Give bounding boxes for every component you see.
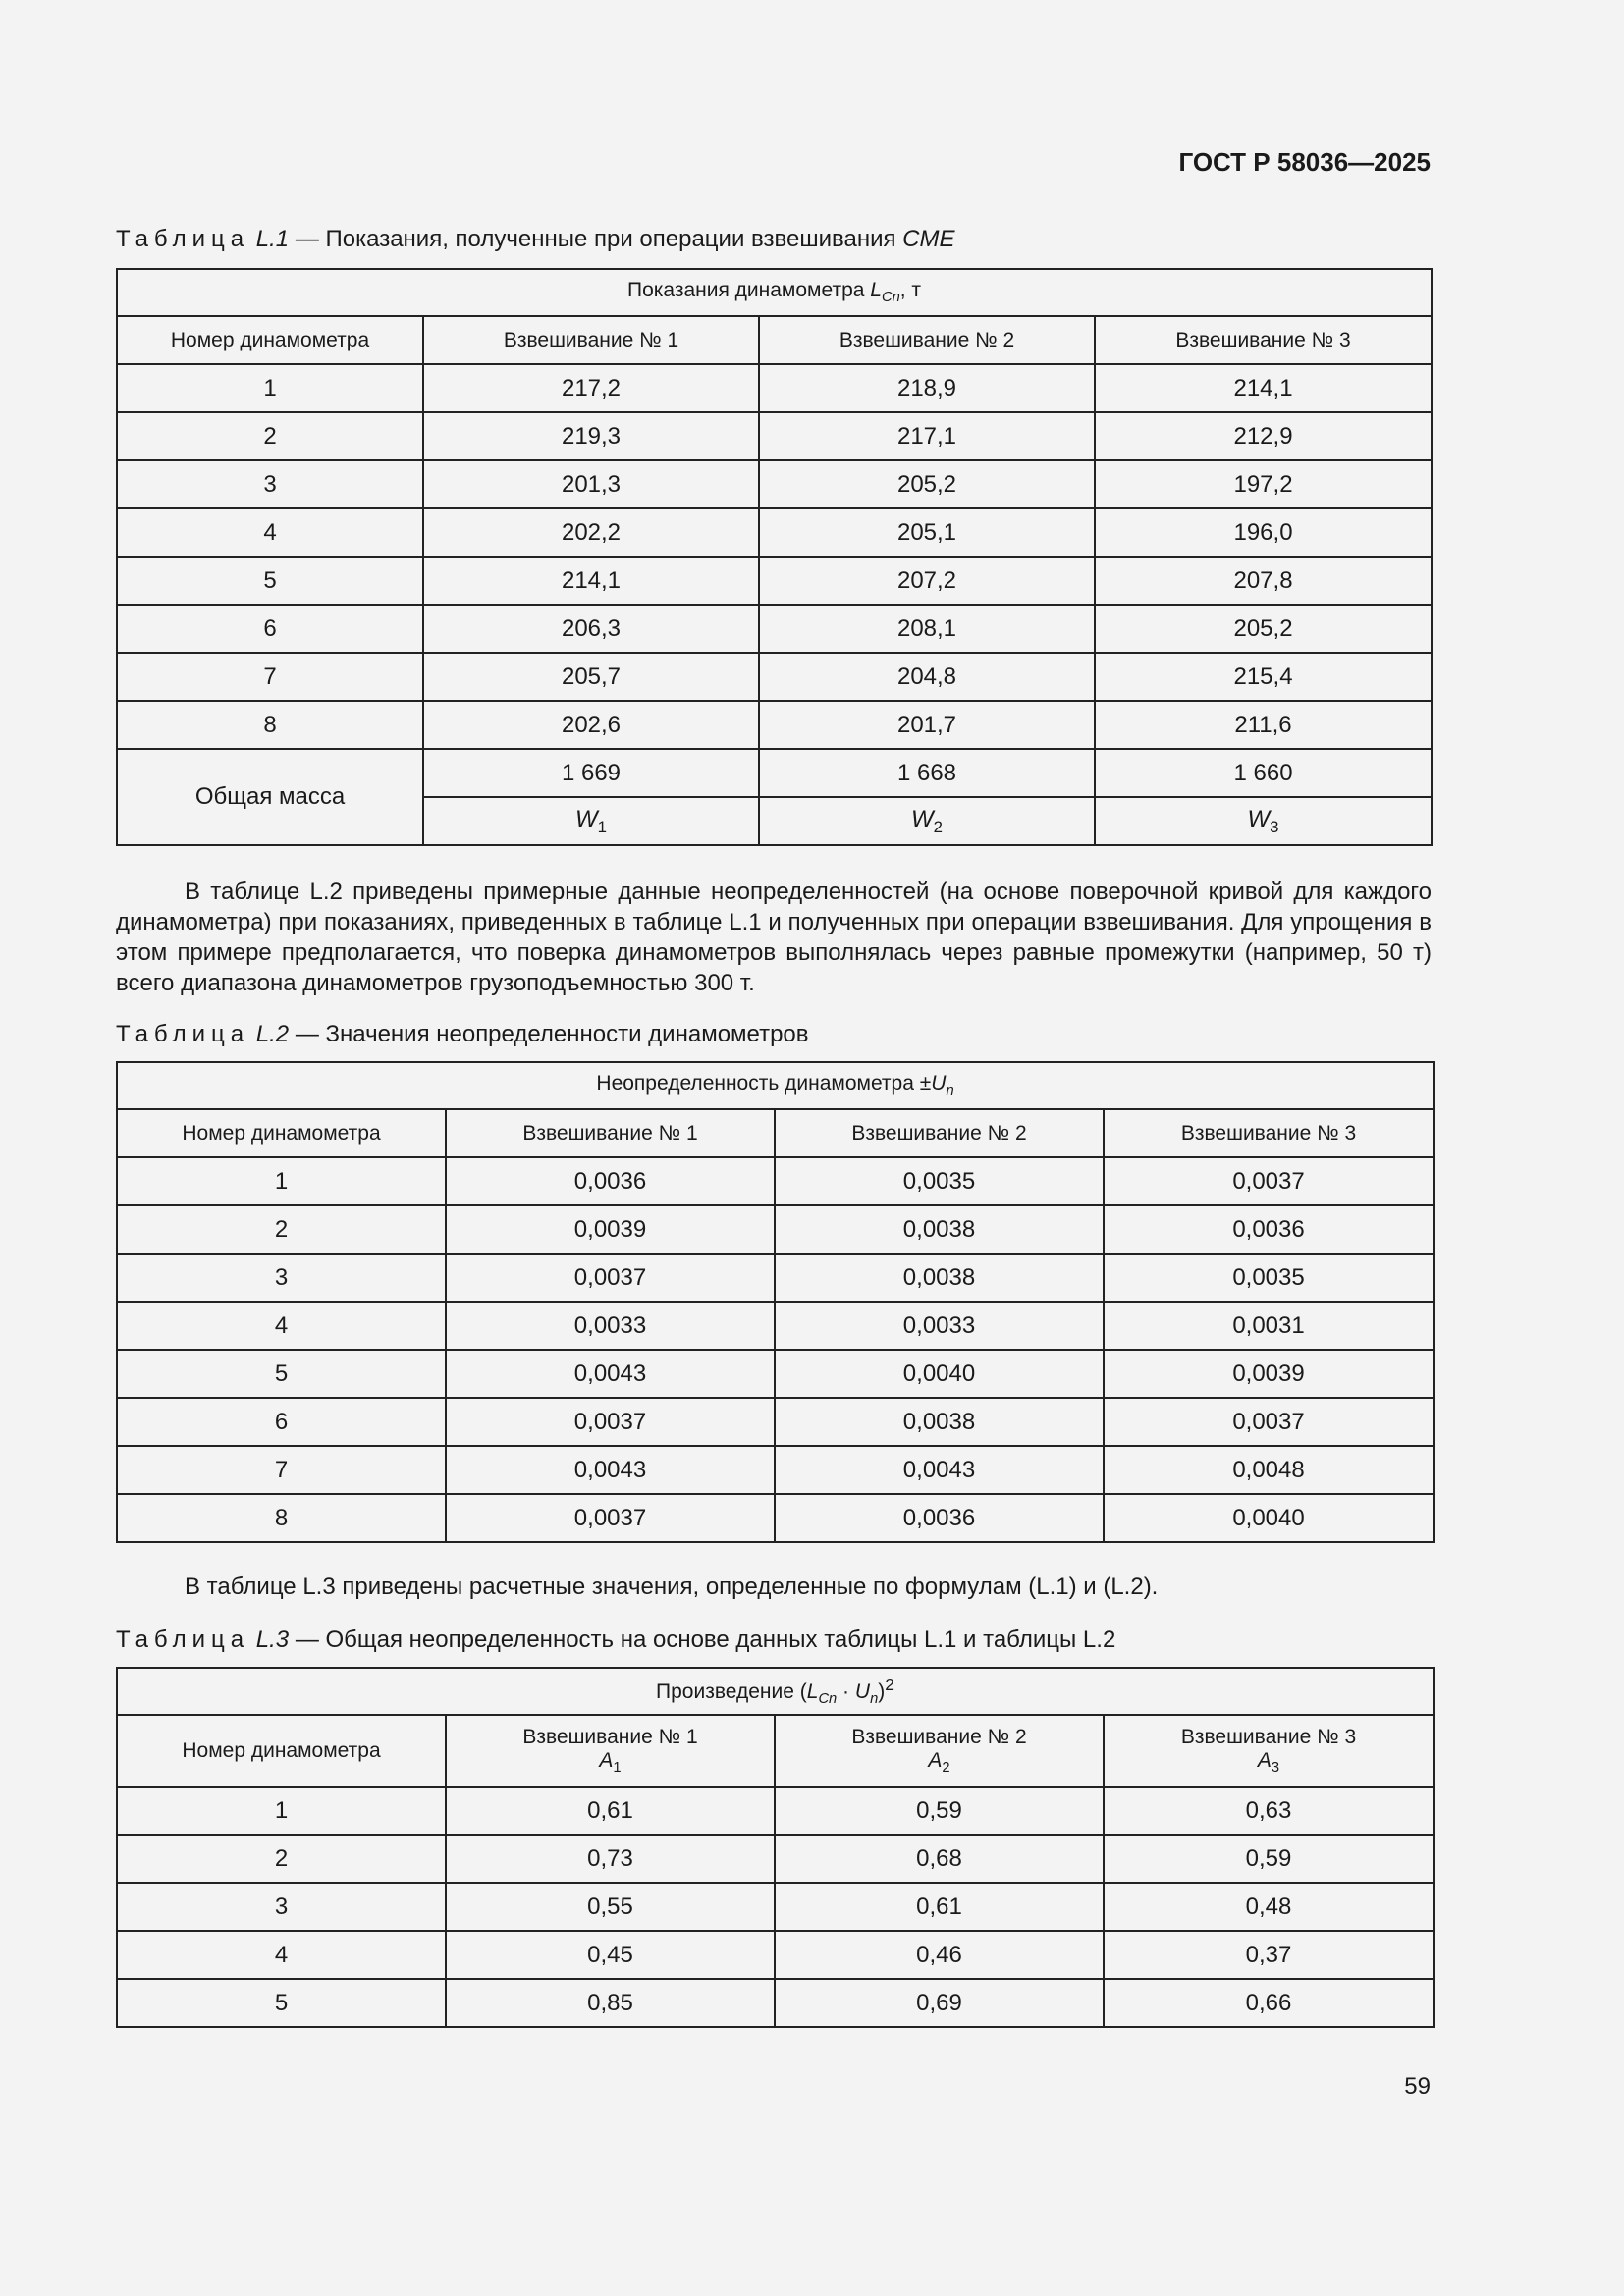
value-cell: 0,61 xyxy=(775,1883,1104,1931)
value-cell: 207,2 xyxy=(759,557,1095,605)
value-cell: 0,61 xyxy=(446,1787,775,1835)
dynamometer-number-cell: 2 xyxy=(117,1835,446,1883)
table1-col-header: Взвешивание № 3 xyxy=(1095,316,1432,364)
dynamometer-number-cell: 8 xyxy=(117,701,423,749)
table-row xyxy=(117,605,1432,653)
value-cell: 215,4 xyxy=(1095,653,1432,701)
table-row xyxy=(117,1302,1434,1350)
table3-col-header: Номер динамометра xyxy=(117,1715,446,1787)
value-cell: 205,2 xyxy=(1095,605,1432,653)
table2-col-header: Взвешивание № 2 xyxy=(775,1109,1104,1157)
value-cell: 0,0036 xyxy=(446,1157,775,1205)
table1-col-header: Взвешивание № 1 xyxy=(423,316,759,364)
value-cell: 204,8 xyxy=(759,653,1095,701)
value-cell: 0,68 xyxy=(775,1835,1104,1883)
value-cell: 0,0031 xyxy=(1104,1302,1434,1350)
value-cell: 0,0035 xyxy=(775,1157,1104,1205)
table-row xyxy=(117,1883,1434,1931)
value-cell: 219,3 xyxy=(423,412,759,460)
dynamometer-number-cell: 3 xyxy=(117,1883,446,1931)
table3-caption: Таблица L.3 — Общая неопределенность на основе данных таблицы L.1 и таблицы L.2 xyxy=(116,1627,1116,1653)
value-cell: 207,8 xyxy=(1095,557,1432,605)
value-cell: 0,0035 xyxy=(1104,1254,1434,1302)
table-row xyxy=(117,1494,1434,1542)
table-row xyxy=(117,508,1432,557)
value-cell: 202,6 xyxy=(423,701,759,749)
table1-caption: Таблица L.1 — Показания, полученные при операции взвешивания CME xyxy=(116,226,955,252)
value-cell: 0,0036 xyxy=(775,1494,1104,1542)
total-value: 1 669 xyxy=(423,749,759,797)
page-number: 59 xyxy=(1404,2073,1431,2100)
table1-group-header: Показания динамометра $L_{Cn}$, т xyxy=(117,269,1432,316)
dynamometer-number-cell: 6 xyxy=(117,605,423,653)
value-cell: 0,0038 xyxy=(775,1205,1104,1254)
table2-caption: Таблица L.2 — Значения неопределенности динамометров xyxy=(116,1021,809,1047)
table3-group-header: Произведение $(L_{Cn} \cdot U_n)^2$ xyxy=(117,1668,1434,1715)
table3-col-header: Взвешивание № 2 $A_2$ xyxy=(775,1715,1104,1787)
table-l1 xyxy=(116,268,1433,846)
paragraph-2: В таблице L.3 приведены расчетные значения, определенные по формулам (L.1) и (L.2). xyxy=(185,1574,1159,1600)
total-mass-label: Общая масса xyxy=(117,749,423,845)
paragraph-1: В таблице L.2 приведены примерные данные неопределенностей (на основе поверочной кривой для каждого динамометра) при показаниях, приведенных в таблице L.1 и полученных при операции взвешивания. Для упрощения в этом примере предполагается, что поверка динамометров выполнялась через равные промежутки (например, 50 т) всего диапазона динамометров грузоподъемностью 300 т. xyxy=(116,879,1432,996)
dynamometer-number-cell: 7 xyxy=(117,653,423,701)
dynamometer-number-cell: 5 xyxy=(117,557,423,605)
value-cell: 0,85 xyxy=(446,1979,775,2027)
value-cell: 0,0043 xyxy=(446,1446,775,1494)
value-cell: 214,1 xyxy=(423,557,759,605)
value-cell: 0,0043 xyxy=(775,1446,1104,1494)
value-cell: 0,59 xyxy=(775,1787,1104,1835)
table2-col-header: Взвешивание № 1 xyxy=(446,1109,775,1157)
dynamometer-number-cell: 4 xyxy=(117,1931,446,1979)
value-cell: 0,0043 xyxy=(446,1350,775,1398)
table-l2 xyxy=(116,1061,1435,1543)
dynamometer-number-cell: 6 xyxy=(117,1398,446,1446)
value-cell: 205,2 xyxy=(759,460,1095,508)
table1-col-header: Номер динамометра xyxy=(117,316,423,364)
total-value: 1 668 xyxy=(759,749,1095,797)
table1-col-header: Взвешивание № 2 xyxy=(759,316,1095,364)
table-row xyxy=(117,1446,1434,1494)
total-symbol: $W_1$ xyxy=(423,797,759,845)
table3-col-header: Взвешивание № 1 $A_1$ xyxy=(446,1715,775,1787)
document-code: ГОСТ Р 58036—2025 xyxy=(1178,147,1431,177)
table3-col-header: Взвешивание № 3 $A_3$ xyxy=(1104,1715,1434,1787)
value-cell: 0,63 xyxy=(1104,1787,1434,1835)
value-cell: 205,1 xyxy=(759,508,1095,557)
table-row xyxy=(117,1157,1434,1205)
value-cell: 0,0040 xyxy=(1104,1494,1434,1542)
table-row xyxy=(117,653,1432,701)
value-cell: 0,37 xyxy=(1104,1931,1434,1979)
value-cell: 0,59 xyxy=(1104,1835,1434,1883)
dynamometer-number-cell: 5 xyxy=(117,1979,446,2027)
value-cell: 0,0033 xyxy=(446,1302,775,1350)
table-row xyxy=(117,557,1432,605)
dynamometer-number-cell: 3 xyxy=(117,1254,446,1302)
value-cell: 0,0033 xyxy=(775,1302,1104,1350)
value-cell: 0,0039 xyxy=(1104,1350,1434,1398)
value-cell: 196,0 xyxy=(1095,508,1432,557)
value-cell: 212,9 xyxy=(1095,412,1432,460)
table-row xyxy=(117,1835,1434,1883)
value-cell: 217,1 xyxy=(759,412,1095,460)
dynamometer-number-cell: 4 xyxy=(117,508,423,557)
value-cell: 202,2 xyxy=(423,508,759,557)
total-value: 1 660 xyxy=(1095,749,1432,797)
table-row xyxy=(117,1931,1434,1979)
value-cell: 0,0037 xyxy=(1104,1398,1434,1446)
dynamometer-number-cell: 7 xyxy=(117,1446,446,1494)
value-cell: 211,6 xyxy=(1095,701,1432,749)
value-cell: 0,0040 xyxy=(775,1350,1104,1398)
value-cell: 214,1 xyxy=(1095,364,1432,412)
value-cell: 0,48 xyxy=(1104,1883,1434,1931)
table2-col-header: Номер динамометра xyxy=(117,1109,446,1157)
total-symbol: $W_2$ xyxy=(759,797,1095,845)
value-cell: 0,0037 xyxy=(1104,1157,1434,1205)
value-cell: 0,0048 xyxy=(1104,1446,1434,1494)
value-cell: 0,0036 xyxy=(1104,1205,1434,1254)
value-cell: 0,66 xyxy=(1104,1979,1434,2027)
dynamometer-number-cell: 8 xyxy=(117,1494,446,1542)
table-l3 xyxy=(116,1667,1435,2028)
dynamometer-number-cell: 2 xyxy=(117,1205,446,1254)
dynamometer-number-cell: 1 xyxy=(117,1157,446,1205)
value-cell: 206,3 xyxy=(423,605,759,653)
value-cell: 0,73 xyxy=(446,1835,775,1883)
dynamometer-number-cell: 4 xyxy=(117,1302,446,1350)
value-cell: 0,0038 xyxy=(775,1254,1104,1302)
table-row xyxy=(117,460,1432,508)
table-row xyxy=(117,1205,1434,1254)
dynamometer-number-cell: 1 xyxy=(117,1787,446,1835)
value-cell: 217,2 xyxy=(423,364,759,412)
value-cell: 0,69 xyxy=(775,1979,1104,2027)
dynamometer-number-cell: 2 xyxy=(117,412,423,460)
table-row xyxy=(117,1398,1434,1446)
dynamometer-number-cell: 1 xyxy=(117,364,423,412)
table2-group-header: Неопределенность динамометра $\pm U_n$ xyxy=(117,1062,1434,1109)
value-cell: 208,1 xyxy=(759,605,1095,653)
table-row xyxy=(117,412,1432,460)
table-row xyxy=(117,1350,1434,1398)
dynamometer-number-cell: 3 xyxy=(117,460,423,508)
value-cell: 197,2 xyxy=(1095,460,1432,508)
value-cell: 218,9 xyxy=(759,364,1095,412)
value-cell: 0,0038 xyxy=(775,1398,1104,1446)
value-cell: 201,7 xyxy=(759,701,1095,749)
table2-col-header: Взвешивание № 3 xyxy=(1104,1109,1434,1157)
total-symbol: $W_3$ xyxy=(1095,797,1432,845)
value-cell: 0,0037 xyxy=(446,1398,775,1446)
value-cell: 0,0037 xyxy=(446,1494,775,1542)
table-row xyxy=(117,1787,1434,1835)
value-cell: 0,46 xyxy=(775,1931,1104,1979)
value-cell: 0,0039 xyxy=(446,1205,775,1254)
table-row xyxy=(117,701,1432,749)
value-cell: 0,55 xyxy=(446,1883,775,1931)
value-cell: 0,45 xyxy=(446,1931,775,1979)
value-cell: 205,7 xyxy=(423,653,759,701)
dynamometer-number-cell: 5 xyxy=(117,1350,446,1398)
table-row xyxy=(117,1254,1434,1302)
value-cell: 201,3 xyxy=(423,460,759,508)
table-row xyxy=(117,1979,1434,2027)
table-row xyxy=(117,364,1432,412)
value-cell: 0,0037 xyxy=(446,1254,775,1302)
